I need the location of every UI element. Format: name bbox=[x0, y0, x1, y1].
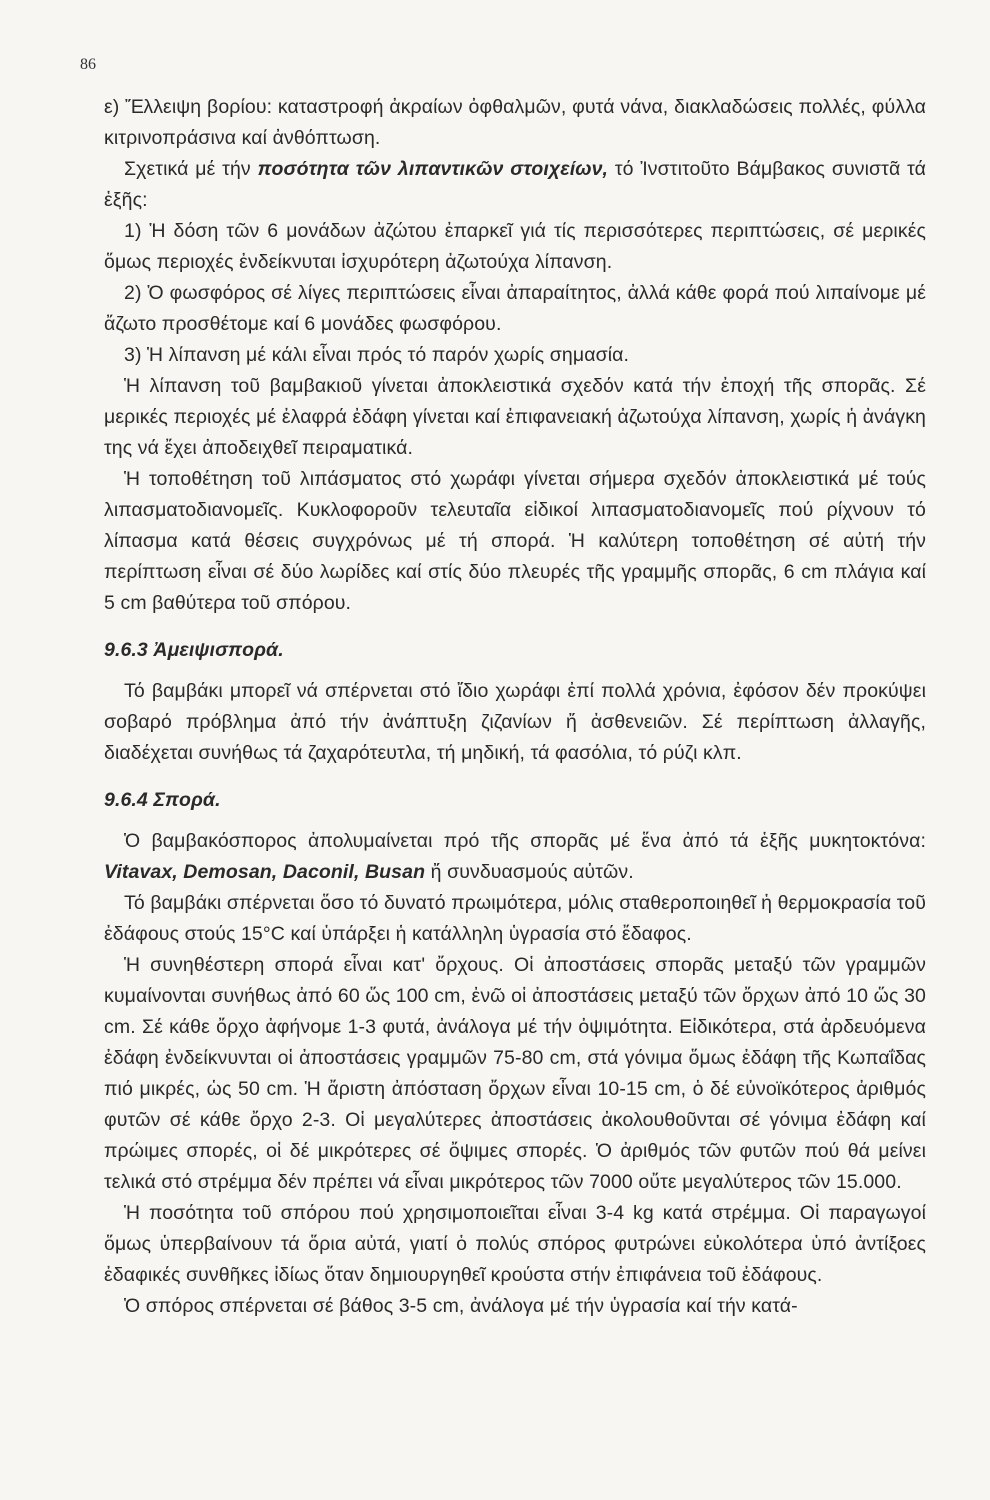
section-heading-sowing: 9.6.4 Σπορά. bbox=[104, 789, 221, 811]
fertilizer-placement-paragraph: Ἡ τοποθέτηση τοῦ λιπάσματος στό χωράφι γίνεται σήμερα σχεδόν ἀποκλειστικά μέ τούς λιπασματοδιανομεῖς. Κυκλοφοροῦν τελευταῖα εἰδικοί λιπασματοδιανομεῖς πού ρίχνουν τό λίπασμα κατά θέσεις συγχρόνως μέ τή σπορά. Ἡ καλύτερη τοποθέτηση σέ αὐτή τήν περίπτωση εἶναι σέ δύο λωρίδες καί στίς δύο πλευρές τῆς γραμμῆς σπορᾶς, 6 cm πλάγια καί 5 cm βαθύτερα τοῦ σπόρου. bbox=[104, 468, 926, 614]
sowing-timing-paragraph: Τό βαμβάκι σπέρνεται ὅσο τό δυνατό πρωιμότερα, μόλις σταθεροποιηθεῖ ἡ θερμοκρασία τοῦ ἐδάφους στούς 15°C καί ὑπάρξει ἡ κατάλληλη ὑγρασία στό ἔδαφος. bbox=[104, 892, 926, 945]
fungicide-list: Vitavax, Demosan, Daconil, Busan bbox=[104, 861, 426, 883]
page-number: 86 bbox=[80, 56, 96, 73]
fertilizer-timing-paragraph: Ἡ λίπανση τοῦ βαμβακιοῦ γίνεται ἀποκλειστικά σχεδόν κατά τήν ἐποχή τῆς σπορᾶς. Σέ μερικές περιοχές μέ ἐλαφρά ἐδάφη γίνεται καί ἐπιφανειακή ἀζωτούχα λίπανση, χωρίς ἡ ἀνάγκη της νά ἔχει ἀποδειχθεῖ πειραματικά. bbox=[104, 375, 926, 459]
rotation-paragraph: Τό βαμβάκι μπορεῖ νά σπέρνεται στό ἴδιο χωράφι ἐπί πολλά χρόνια, ἐφόσον δέν προκύψει σοβαρό πρόβλημα ἀπό τήν ἀνάπτυξη ζιζανίων ἤ ἀσθενειῶν. Σέ περίπτωση ἀλλαγῆς, διαδέχεται συνήθως τά ζαχαρότευτλα, τή μηδική, τά φασόλια, τό ρύζι κλπ. bbox=[104, 680, 926, 764]
sowing-depth-paragraph: Ὁ σπόρος σπέρνεται σέ βάθος 3-5 cm, ἀνάλογα μέ τήν ὑγρασία καί τήν κατά- bbox=[124, 1295, 798, 1317]
sowing-spacing-paragraph: Ἡ συνηθέστερη σπορά εἶναι κατ' ὄρχους. Οἱ ἀποστάσεις σπορᾶς μεταξύ τῶν γραμμῶν κυμαίνονται συνήθως ἀπό 60 ὥς 100 cm, ἐνῶ οἱ ἀποστάσεις μεταξύ τῶν ὄρχων ἀπό 10 ὥς 30 cm. Σέ κάθε ὄρχο ἀφήνομε 1-3 φυτά, ἀνάλογα μέ τήν ὀψιμότητα. Εἰδικότερα, στά ἀρδευόμενα ἐδάφη ἐνδείκνυνται οἱ ἀποστάσεις γραμμῶν 75-80 cm, στά γόνιμα ὅμως ἐδάφη τῆς Κωπαΐδας πιό μικρές, ὡς 50 cm. Ἡ ἄριστη ἀπόσταση ὄρχων εἶναι 10-15 cm, ὁ δέ εὐνοϊκότερος ἀριθμός φυτῶν σέ κάθε ὄρχο 2-3. Οἱ μεγαλύτερες ἀποστάσεις ἀκολουθοῦνται σέ γόνιμα ἐδάφη καί πρώιμες σπορές, οἱ δέ μικρότερες σέ ὄψιμες σπορές. Ὁ ἀριθμός τῶν φυτῶν πού θά μείνει τελικά στό στρέμμα δέν πρέπει νά εἶναι μικρότερος τῶν 7000 οὔτε μεγαλύτερος τῶν 15.000. bbox=[104, 954, 926, 1193]
fertilizer-item-2: 2) Ὁ φωσφόρος σέ λίγες περιπτώσεις εἶναι ἀπαραίτητος, ἀλλά κάθε φορά πού λιπαίνομε μέ ἄζωτο προσθέτομε καί 6 μονάδες φωσφόρου. bbox=[104, 282, 926, 335]
fertilizer-intro-after: τό Ἰνστιτοῦτο Βάμβακος συνιστᾶ τά ἑξῆς: bbox=[104, 158, 926, 211]
fertilizer-intro-emphasis: ποσότητα τῶν λιπαντικῶν στοιχείων, bbox=[257, 158, 609, 180]
seed-quantity-paragraph: Ἡ ποσότητα τοῦ σπόρου πού χρησιμοποιεῖται εἶναι 3-4 kg κατά στρέμμα. Οἱ παραγωγοί ὅμως ὑπερβαίνουν τά ὅρια αὐτά, γιατί ὁ πολύς σπόρος φυτρώνει εὐκολότερα ὑπό ἀντίξοες ἐδαφικές συνθῆκες ἰδίως ὅταν δημιουργηθεῖ κρούστα στήν ἐπιφάνεια τοῦ ἐδάφους. bbox=[104, 1202, 926, 1286]
page-body bbox=[104, 92, 926, 1322]
section-heading-rotation: 9.6.3 Ἀμειψισπορά. bbox=[104, 639, 284, 661]
seed-treatment-paragraph bbox=[104, 826, 926, 888]
fertilizer-item-1: 1) Ἡ δόση τῶν 6 μονάδων ἀζώτου ἐπαρκεῖ γιά τίς περισσότερες περιπτώσεις, σέ μερικές ὅμως περιοχές ἐνδείκνυται ἰσχυρότερη ἀζωτούχα λίπανση. bbox=[104, 220, 926, 273]
fertilizer-intro-paragraph bbox=[104, 154, 926, 216]
seed-treatment-after: ἤ συνδυασμούς αὐτῶν. bbox=[425, 861, 634, 883]
boron-deficiency-paragraph: ε) Ἔλλειψη βορίου: καταστροφή ἀκραίων ὀφθαλμῶν, φυτά νάνα, διακλαδώσεις πολλές, φύλλα κιτρινοπράσινα καί ἀνθόπτωση. bbox=[104, 96, 926, 149]
seed-treatment-before: Ὁ βαμβακόσπορος ἀπολυμαίνεται πρό τῆς σπορᾶς μέ ἕνα ἀπό τά ἑξῆς μυκητοκτόνα: bbox=[124, 830, 926, 852]
fertilizer-intro-before: Σχετικά μέ τήν bbox=[124, 158, 258, 180]
fertilizer-item-3: 3) Ἡ λίπανση μέ κάλι εἶναι πρός τό παρόν χωρίς σημασία. bbox=[124, 344, 630, 366]
